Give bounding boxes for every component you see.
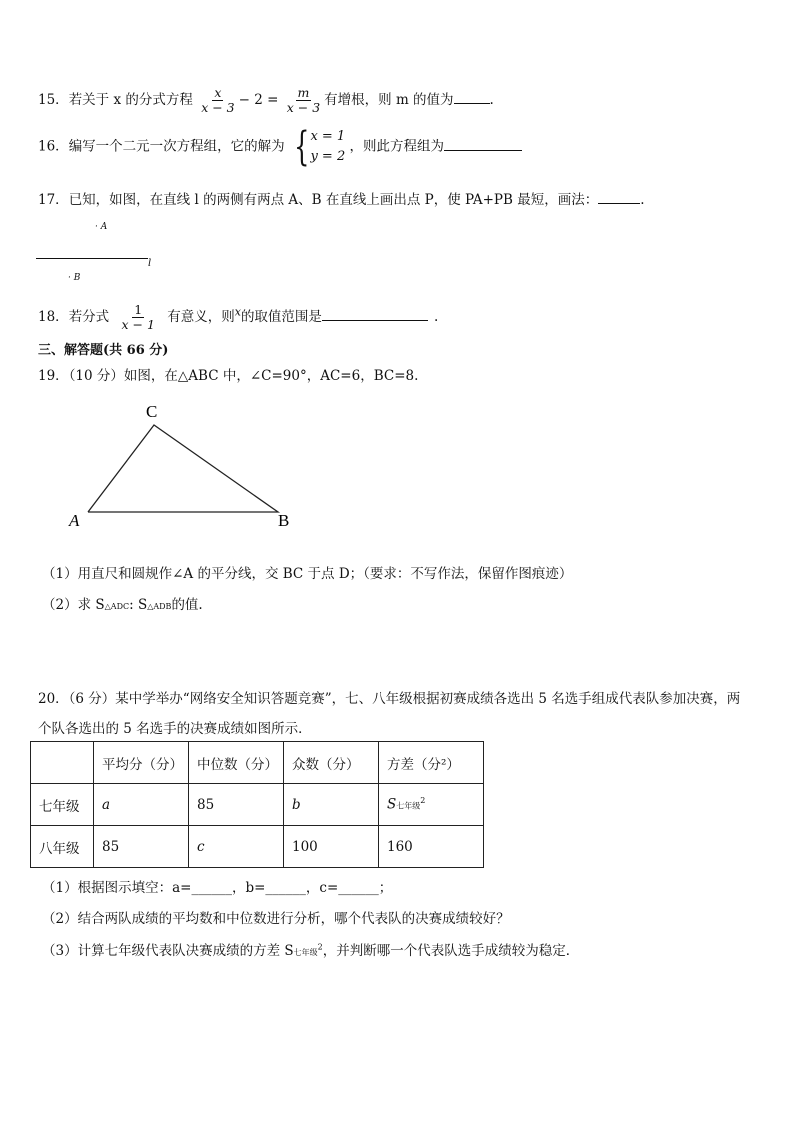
question-19: 19．（10 分）如图，在△ABC 中，∠C=90°，AC=6，BC=8. (38, 368, 419, 384)
q20-part-3: （3）计算七年级代表队决赛成绩的方差 S七年级$^2$，并判断哪一个代表队选手成绩较为稳定． (42, 942, 580, 959)
triangle-abc (88, 425, 278, 512)
q18-answer-blank[interactable] (322, 320, 428, 321)
q15-text: 若关于 x 的分式方程 (68, 92, 193, 108)
triangle-abc-figure (66, 400, 306, 532)
q16-number: 16． (38, 138, 69, 155)
q17-answer-blank[interactable] (598, 203, 640, 204)
q16-text: 编写一个二元一次方程组，它的解为 (68, 138, 285, 155)
question-20-line-2: 个队各选出的 5 名选手的决赛成绩如图所示． (38, 721, 312, 737)
q19-part-2: （2）求 S△ADC: S△ADB的值. (42, 597, 203, 613)
question-18: 18．若分式 $\frac{1}{x - 1}$ 有意义，则$^x$的取值范围是 . (38, 302, 439, 332)
vertex-a-label: A (69, 511, 80, 530)
q19-part-1: （1）用直尺和圆规作∠A 的平分线，交 BC 于点 D；（要求：不写作法，保留作图痕迹） (42, 566, 573, 582)
line-l-label: l (148, 258, 152, 269)
question-17: 17．已知，如图，在直线 l 的两侧有两点 A、B 在直线上画出点 P，使 PA+PB 最短，画法： . (38, 192, 645, 208)
question-15: 15．若关于 x 的分式方程 $\frac{x}{x - 3}$ − 2 = $\frac{m}{x - 3}$ 有增根，则 m 的值为 . (38, 85, 494, 115)
left-brace-icon: { (294, 124, 310, 170)
q18-number: 18． (38, 309, 69, 325)
point-a-label: · A (95, 222, 108, 232)
score-table (30, 741, 484, 868)
q15-answer-blank[interactable] (454, 103, 490, 104)
q15-fraction-1: $\frac{x}{x - 3}$ (201, 85, 235, 115)
q17-text: 已知，如图，在直线 l 的两侧有两点 A、B 在直线上画出点 P，使 PA+PB 最短，画法： (68, 192, 599, 208)
question-20-line-1: 20．（6 分）某中学举办“网络安全知识答题竞赛”，七、八年级根据初赛成绩各选出 5 名选手组成代表队参加决赛，两 (38, 691, 741, 707)
q20-part-2: （2）结合两队成绩的平均数和中位数进行分析，哪个代表队的决赛成绩较好？ (42, 911, 510, 927)
line-l (36, 258, 148, 259)
table-header-row: 平均分（分） 中位数（分） 众数（分） 方差（分²） (31, 742, 484, 784)
table-row: 七年级 a 85 b S七年级$^2$ (31, 784, 484, 826)
q15-text-post: 有增根，则 m 的值为 (324, 92, 454, 108)
table-row: 八年级 85 c 100 160 (31, 826, 484, 868)
q15-number: 15． (38, 92, 69, 108)
q16-text-post: ，则此方程组为 (349, 138, 445, 155)
question-16 (38, 124, 522, 170)
q16-equation-system: { x = 1 y = 2 (294, 124, 346, 170)
point-b-label: · B (68, 273, 81, 283)
q15-fraction-2: $\frac{m}{x - 3}$ (286, 85, 321, 115)
q18-text: 若分式 (68, 309, 110, 325)
q20-part-1: （1）根据图示填空：a=______，b=______，c=______； (42, 880, 393, 896)
q15-mid: − 2 = (238, 92, 279, 108)
vertex-c-label: C (146, 402, 158, 421)
q16-answer-blank[interactable] (444, 150, 522, 151)
vertex-b-label: B (278, 511, 290, 530)
q18-fraction: $\frac{1}{x - 1}$ (121, 302, 155, 332)
q17-number: 17． (38, 192, 69, 208)
section-3-heading: 三、解答题(共 66 分) (38, 343, 169, 358)
